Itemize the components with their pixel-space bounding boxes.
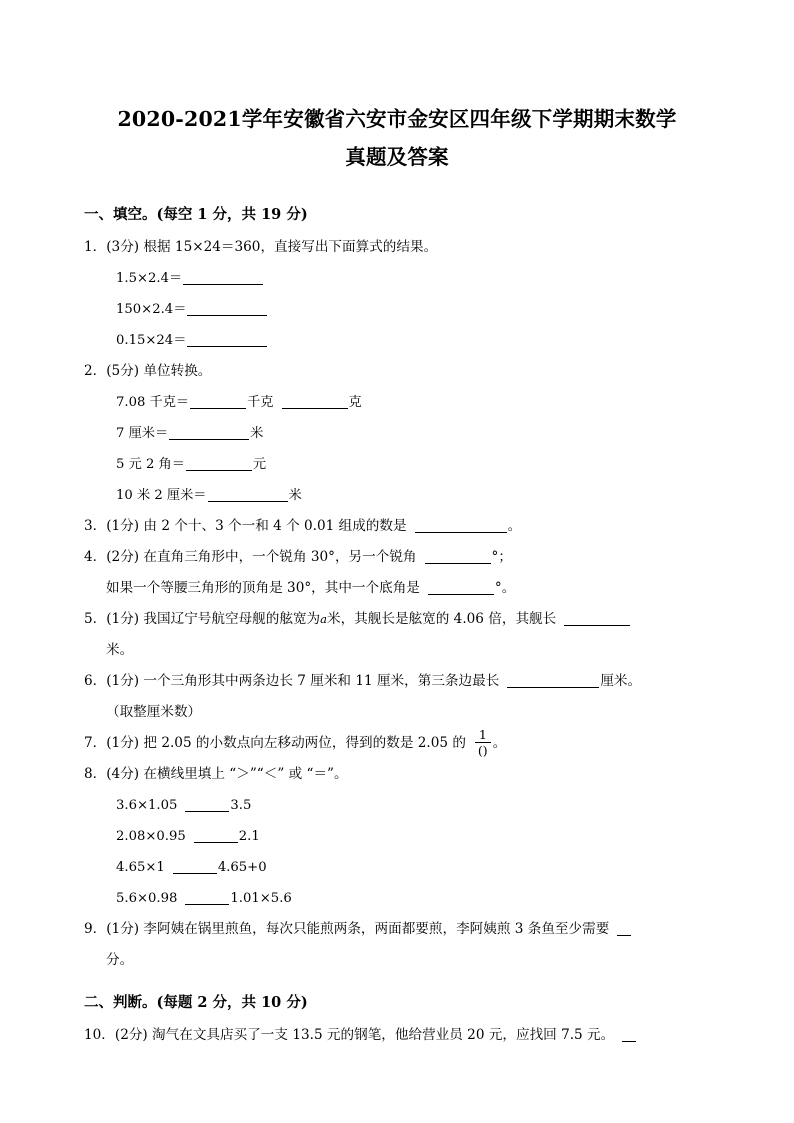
question-8-subitem-3-left: 4.65×1 xyxy=(116,860,165,875)
question-2-subitem-2-post: 米 xyxy=(250,426,264,441)
question-2 xyxy=(84,356,710,511)
question-2-subitem-1-pre: 7.08 千克＝ xyxy=(116,395,190,410)
answer-blank[interactable] xyxy=(617,935,631,936)
answer-blank[interactable] xyxy=(507,687,599,688)
page-title xyxy=(84,0,710,176)
question-3-pre: 3．(1分) 由 2 个十、3 个一和 4 个 0.01 组成的数是 xyxy=(84,518,407,534)
fraction-denominator[interactable]: () xyxy=(477,743,488,758)
answer-blank[interactable] xyxy=(185,904,229,905)
question-6-line1-pre: 6．(1分) 一个三角形其中两条边长 7 厘米和 11 厘米，第三条边最长 xyxy=(84,673,500,689)
answer-blank[interactable] xyxy=(187,315,267,316)
question-1-subitem-1-expr: 1.5×2.4＝ xyxy=(116,271,183,286)
question-1 xyxy=(84,232,710,356)
question-10 xyxy=(84,1020,710,1051)
question-5-variable: a xyxy=(320,612,327,626)
question-8 xyxy=(84,759,710,914)
question-1-subitem-3 xyxy=(84,325,710,356)
question-2-subitem-4 xyxy=(84,480,710,511)
question-9-line1: 9．(1分) 李阿姨在锅里煎鱼，每次只能煎两条，两面都要煎，李阿姨煎 3 条鱼至少需要 xyxy=(84,921,610,937)
question-8-subitem-1-left: 3.6×1.05 xyxy=(116,798,178,813)
answer-blank[interactable] xyxy=(564,625,630,626)
question-3-post: 。 xyxy=(507,518,522,534)
answer-blank[interactable] xyxy=(425,563,491,564)
question-2-subitem-3-pre: 5 元 2 角＝ xyxy=(116,457,185,472)
question-2-subitem-3-post: 元 xyxy=(252,457,267,472)
question-8-stem: 8．(4分) 在横线里填上 “＞”“＜” 或 “＝”。 xyxy=(84,766,348,782)
fraction xyxy=(475,728,491,757)
question-1-subitem-2-expr: 150×2.4＝ xyxy=(116,302,187,317)
question-4-line1-pre: 4．(2分) 在直角三角形中，一个锐角 30°，另一个锐角 xyxy=(84,549,417,565)
question-6-line1-post: 厘米。 xyxy=(600,673,642,689)
question-4-line2-pre: 如果一个等腰三角形的顶角是 30°，其中一个底角是 xyxy=(106,580,420,596)
question-9-line2: 分。 xyxy=(106,952,134,968)
question-2-subitem-3 xyxy=(84,449,710,480)
answer-blank[interactable] xyxy=(185,811,229,812)
answer-blank[interactable] xyxy=(187,346,267,347)
question-2-subitem-4-pre: 10 米 2 厘米＝ xyxy=(116,488,207,503)
question-5-line2: 米。 xyxy=(106,642,134,658)
question-2-stem: 2．(5分) 单位转换。 xyxy=(84,363,212,379)
question-2-subitem-2 xyxy=(84,418,710,449)
answer-blank[interactable] xyxy=(208,501,288,502)
question-2-subitem-1-post: 克 xyxy=(348,395,362,410)
answer-blank[interactable] xyxy=(194,842,238,843)
question-6-line2: （取整厘米数） xyxy=(106,704,202,720)
fraction-numerator: 1 xyxy=(475,728,491,743)
question-1-subitem-1 xyxy=(84,263,710,294)
question-5 xyxy=(84,604,710,666)
question-8-subitem-1 xyxy=(84,790,710,821)
question-2-subitem-2-pre: 7 厘米＝ xyxy=(116,426,169,441)
question-1-subitem-2 xyxy=(84,294,710,325)
answer-blank[interactable] xyxy=(186,470,252,471)
question-5-line1-mid: 米，其舰长是舷宽的 4.06 倍，其舰长 xyxy=(327,611,557,627)
question-8-subitem-4 xyxy=(84,883,710,914)
title-line-1: 2020-2021学年安徽省六安市金安区四年级下学期期末数学 xyxy=(117,107,677,131)
question-8-subitem-2 xyxy=(84,821,710,852)
title-line-2: 真题及答案 xyxy=(345,145,449,169)
question-3 xyxy=(84,511,710,542)
question-8-subitem-3-right: 4.65+0 xyxy=(217,860,267,875)
question-8-subitem-2-left: 2.08×0.95 xyxy=(116,829,186,844)
question-9 xyxy=(84,914,710,976)
question-4 xyxy=(84,542,710,604)
answer-blank[interactable] xyxy=(428,594,494,595)
question-7 xyxy=(84,728,710,759)
question-1-stem: 1．(3分) 根据 15×24＝360，直接写出下面算式的结果。 xyxy=(84,239,438,255)
answer-blank[interactable] xyxy=(622,1041,636,1042)
question-6 xyxy=(84,666,710,728)
section-heading-true-false: 二、判断。(每题 2 分，共 10 分) xyxy=(84,994,308,1011)
answer-blank[interactable] xyxy=(173,873,217,874)
answer-blank[interactable] xyxy=(183,284,263,285)
question-2-subitem-4-post: 米 xyxy=(288,488,302,503)
question-8-subitem-3 xyxy=(84,852,710,883)
question-2-subitem-1 xyxy=(84,387,710,418)
question-8-subitem-4-right: 1.01×5.6 xyxy=(230,891,292,906)
answer-blank[interactable] xyxy=(282,408,348,409)
answer-blank[interactable] xyxy=(169,439,249,440)
answer-blank[interactable] xyxy=(415,532,507,533)
question-1-subitem-3-expr: 0.15×24＝ xyxy=(116,333,187,348)
question-2-subitem-1-mid: 千克 xyxy=(247,395,274,410)
question-8-subitem-4-left: 5.6×0.98 xyxy=(116,891,178,906)
question-7-pre: 7．(1分) 把 2.05 的小数点向左移动两位，得到的数是 2.05 的 xyxy=(84,735,466,751)
section-heading-fill-in-blank: 一、填空。(每空 1 分，共 19 分) xyxy=(84,206,308,223)
question-4-line2-post: °。 xyxy=(494,580,516,596)
question-5-line1-pre: 5．(1分) 我国辽宁号航空母舰的舷宽为 xyxy=(84,611,321,627)
question-8-subitem-2-right: 2.1 xyxy=(238,829,260,844)
question-10-line1: 10．(2分) 淘气在文具店买了一支 13.5 元的钢笔，他给营业员 20 元，应找回 7.5 元。 xyxy=(84,1027,615,1043)
question-8-subitem-1-right: 3.5 xyxy=(230,798,252,813)
question-7-post: 。 xyxy=(492,735,507,751)
answer-blank[interactable] xyxy=(190,408,246,409)
question-4-line1-post: °； xyxy=(491,549,512,565)
